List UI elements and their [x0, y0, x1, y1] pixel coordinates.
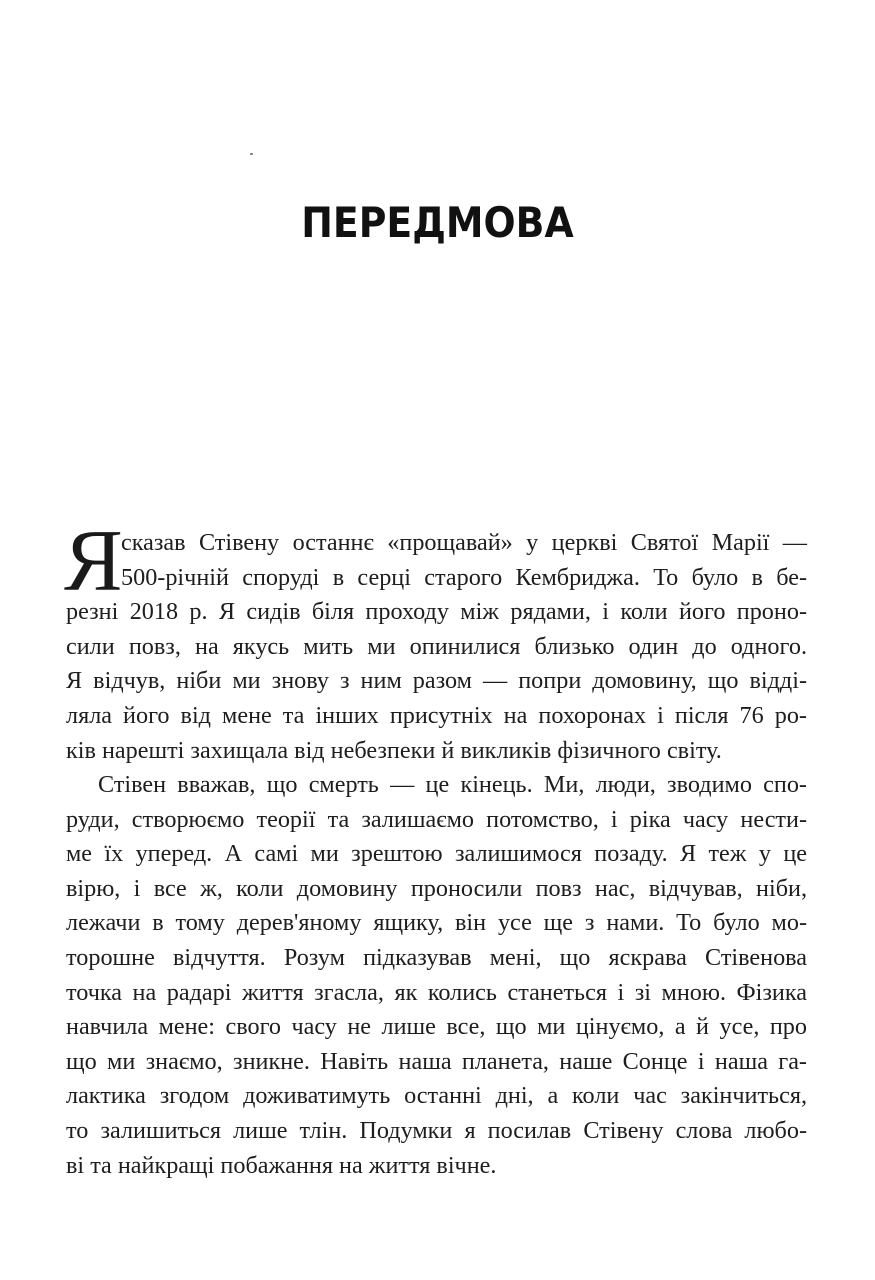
text-line: точка на радарі життя згасла, як колись станеться і зі мною. Фізика — [66, 978, 807, 1006]
text-line: Я відчув, ніби ми знову з ним разом — попри домовину, що відді- — [66, 667, 807, 695]
text-line: вірю, і все ж, коли домовину проносили повз нас, відчував, ніби, — [66, 874, 807, 902]
paragraph-2 — [66, 768, 807, 1183]
text-line: ві та найкращі побажання на життя вічне. — [66, 1151, 497, 1179]
text-line: ляла його від мене та інших присутніх на похоронах і після 76 ро- — [66, 701, 807, 729]
text-line: сказав Стівену останнє «прощавай» у церкві Святої Марії — — [121, 529, 807, 556]
text-line: лежачи в тому дерев'яному ящику, він усе ще з нами. То було мо- — [66, 909, 807, 937]
text-line: лактика згодом доживатимуть останні дні, а коли час закінчиться, — [66, 1082, 807, 1110]
text-line: резні 2018 р. Я сидів біля проходу між рядами, і коли його проно- — [66, 598, 807, 626]
text-line: Стівен вважав, що смерть — це кінець. Ми, люди, зводимо спо- — [98, 771, 807, 798]
page-title: ПЕРЕДМОВА — [301, 198, 574, 247]
text-line: то залишиться лише тлін. Подумки я посилав Стівену слова любо- — [66, 1116, 807, 1144]
text-line: сили повз, на якусь мить ми опинилися близько один до одного. — [66, 632, 807, 660]
text-line: ме їх уперед. А самі ми зрештою залишимося позаду. Я теж у це — [66, 840, 807, 868]
text-line: навчила мене: свого часу не лише все, що ми цінуємо, а й усе, про — [66, 1013, 807, 1041]
text-line: торошне відчуття. Розум підказував мені, що яскрава Стівенова — [66, 943, 807, 971]
text-line: ків нарешті захищала від небезпеки й викликів фізичного світу. — [66, 736, 722, 764]
drop-cap-letter: Я — [64, 513, 123, 610]
scan-speck — [250, 153, 253, 155]
text-line: 500-річній споруді в серці старого Кембриджа. То було в бе- — [121, 563, 807, 591]
text-line: руди, створюємо теорії та залишаємо потомство, і ріка часу нести- — [66, 805, 807, 833]
text-line: що ми знаємо, зникне. Навіть наша планета, наше Сонце і наша га- — [66, 1047, 807, 1075]
paragraph-1 — [66, 526, 807, 768]
